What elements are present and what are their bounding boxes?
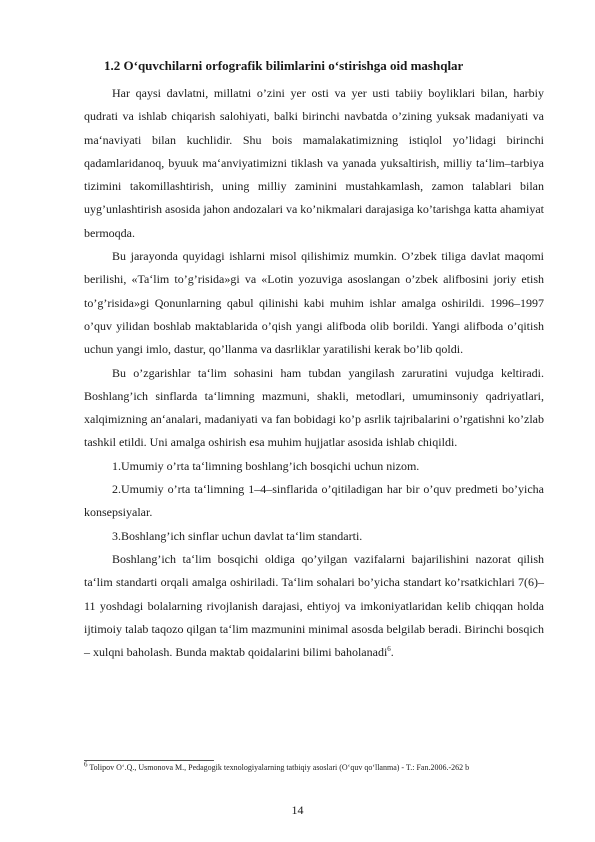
footnote — [84, 760, 524, 773]
list-item-2: 2.Umumiy o’rta ta‘limning 1–4–sinflarida o’qitiladigan har bir o’quv predmeti bo’yicha konsepsiyalar. — [84, 482, 544, 520]
paragraph-4-text: Boshlang’ich ta‘lim bosqichi oldiga qo’yilgan vazifalarni bajarilishini nazorat qilish ta‘lim standarti orqali amalga oshiriladi. Ta‘lim sohalari bo’yicha standart ko’rsatkichlari 7(6)–11 yoshdagi bolalarning rivojlanish darajasi, ehtiyoj va imkoniyatlaridan kelib chiqqan holda ijtimoiy talab taqozo qilgan ta‘lim mazmunini minimal asosda belgilab beradi. Birinchi bosqich – xulqni baholash. Bunda maktab qoidalarini bilimi baholanadi — [84, 551, 544, 660]
paragraph-3: Bu o’zgarishlar ta‘lim sohasini ham tubdan yangilash zaruratini vujudga keltiradi. Boshlang’ich sinflarda ta‘limning mazmuni, shakli, metodlari, umuminsoniy qadriyatlari, xalqimizning an‘analari, madaniyati va fan bobidagi ko’p asrlik tajribalarini o’rgatishni ko’zlab tashkil etildi. Uni amalga oshirish esa muhim hujjatlar asosida ishlab chiqildi. — [84, 365, 544, 450]
footnote-divider — [84, 760, 214, 761]
list-item-3: 3.Boshlang’ich sinflar uchun davlat ta‘lim standarti. — [112, 528, 363, 543]
section-heading: 1.2 O‘quvchilarni orfografik bilimlarini o‘stirishga oid mashqlar — [104, 58, 464, 73]
list-item-1: 1.Umumiy o’rta ta‘limning boshlang’ich bosqichi uchun nizom. — [112, 458, 420, 473]
paragraph-4: Boshlang’ich ta‘lim bosqichi oldiga qo’yilgan vazifalarni bajarilishini nazorat qilish ta‘lim standarti orqali amalga oshiriladi. Ta‘lim sohalari bo’yicha standart ko’rsatkichlari 7(6)–11 yoshdagi bolalarning rivojlanish darajasi, ehtiyoj va imkoniyatlaridan kelib chiqqan holda ijtimoiy talab taqozo qilgan ta‘lim mazmunini minimal asosda belgilab beradi. Birinchi bosqich – xulqni baholash. Bunda maktab qoidalarini bilimi baholanadi$^6$. — [84, 551, 544, 660]
paragraph-1: Har qaysi davlatni, millatni o’zini yer osti va yer usti tabiiy boyliklari bilan, harbiy qudrati va ishlab chiqarish salohiyati, balki birinchi navbatda o’zining yuksak madaniyati va ma‘naviyati bilan kuchlidir. Shu bois mamalakatimizning istiqlol yo’lidagi birinchi qadamlaridanoq, byuuk ma‘anviyatimizni tiklash va yanada yuksaltirish, milliy ta‘lim–tarbiya tizimini takomillashtirish, uning milliy zaminini mustahkamlash, zamon talablari bilan uyg’unlashtirish asosida jahon andozalari va ko’nikmalari darajasiga ko’tarishga katta ahamiyat bermoqda. — [84, 86, 544, 240]
footnote-text: Tolipov O‘.Q., Usmonova M., Pedagogik texnologiyalarning tatbiqiy asoslari (O‘quv qo‘llanma) - T.: Fan.2006.-262 b — [87, 763, 470, 772]
footnote-reference[interactable]: 6 — [387, 645, 391, 654]
page-number: 14 — [291, 803, 304, 817]
body-text — [84, 82, 544, 664]
paragraph-2: Bu jarayonda quyidagi ishlarni misol qilishimiz mumkin. O’zbek tiliga davlat maqomi berilishi, «Ta‘lim to’g’risida»gi va «Lotin yozuviga asoslangan o’zbek alifbosini joriy etish to’g’risida»gi Qonunlarning qabul qilinishi kabi muhim ishlar amalga oshirildi. 1996–1997 o’quv yilidan boshlab maktablarida o’qish yangi alifboda olib borildi. Yangi alifboda o’qitish uchun yangi imlo, dastur, qo’llanma va dasrliklar yaratilishi kerak bo’lib qoldi. — [84, 249, 544, 357]
footnote-marker: 6 — [84, 760, 88, 769]
